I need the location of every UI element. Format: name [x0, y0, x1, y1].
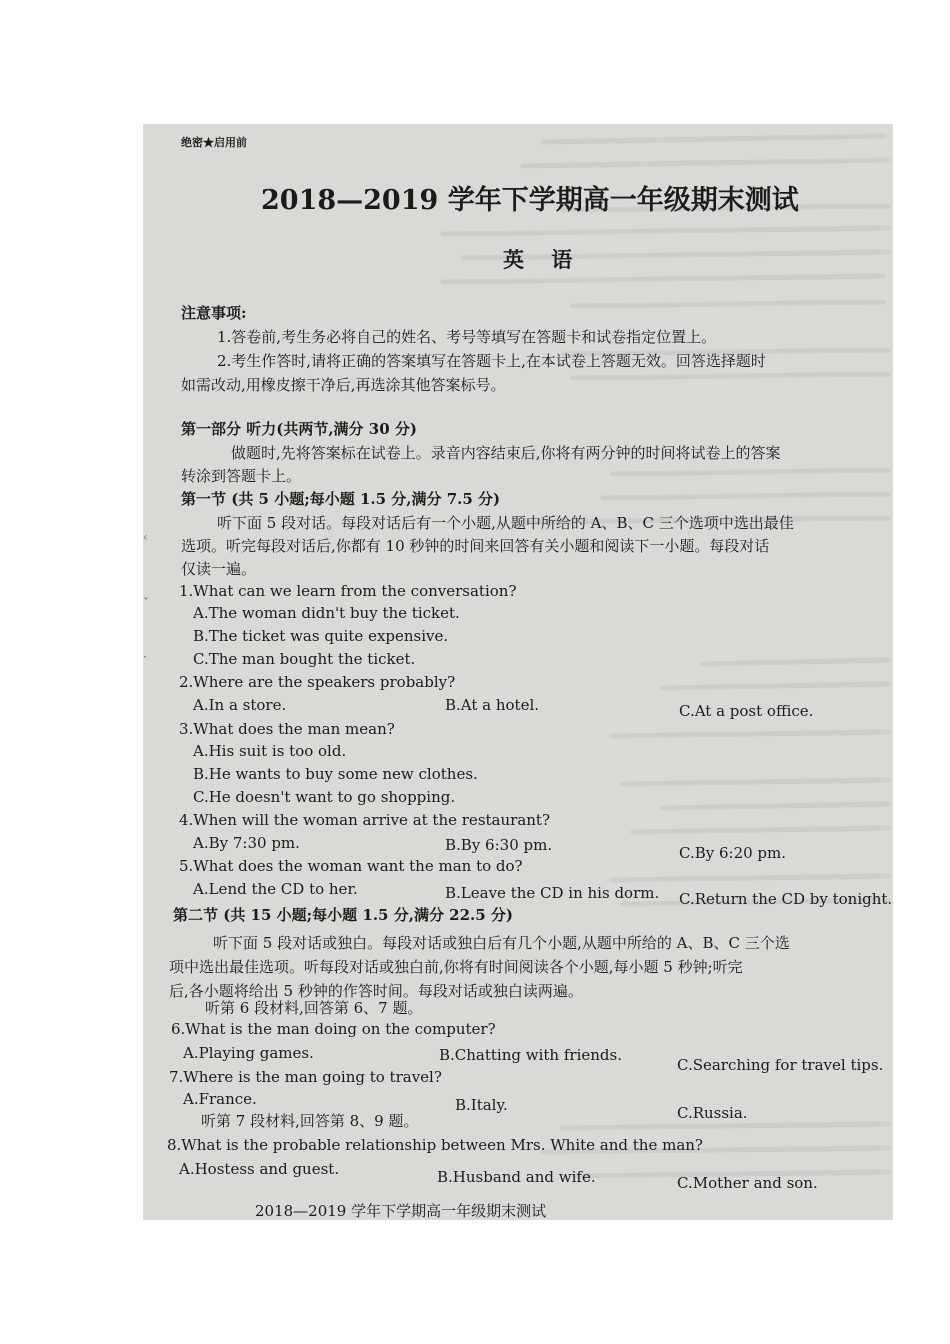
- section1-intro-line-1: 听下面 5 段对话。每段对话后有一个小题,从题中所给的 A、B、C 三个选项中选出最佳: [217, 514, 794, 532]
- question-1-option-b: B.The ticket was quite expensive.: [193, 627, 449, 645]
- question-8-stem: 8.What is the probable relationship between Mrs. White and the man?: [167, 1136, 703, 1154]
- question-7-option-c: C.Russia.: [677, 1104, 748, 1122]
- question-7-stem: 7.Where is the man going to travel?: [169, 1068, 442, 1086]
- question-6-stem: 6.What is the man doing on the computer?: [171, 1020, 496, 1038]
- page-footer: 2018—2019 学年下学期高一年级期末测试: [255, 1202, 547, 1220]
- section1-intro-line-2: 选项。听完每段对话后,你都有 10 秒钟的时间来回答有关小题和阅读下一小题。每段对话: [181, 537, 770, 555]
- section1-heading: 第一节 (共 5 小题;每小题 1.5 分,满分 7.5 分): [181, 490, 501, 508]
- binding-mark: ‹: [143, 530, 148, 544]
- question-3-option-a: A.His suit is too old.: [193, 742, 347, 760]
- material-6-instruction: 听第 6 段材料,回答第 6、7 题。: [205, 999, 423, 1017]
- notice-item-2-line-1: 2.考生作答时,请将正确的答案填写在答题卡上,在本试卷上答题无效。回答选择题时: [217, 352, 766, 370]
- question-7-option-b: B.Italy.: [455, 1096, 508, 1114]
- question-8-option-c: C.Mother and son.: [677, 1174, 818, 1192]
- question-4-option-a: A.By 7:30 pm.: [193, 834, 300, 852]
- part1-intro-line-1: 做题时,先将答案标在试卷上。录音内容结束后,你将有两分钟的时间将试卷上的答案: [231, 444, 781, 462]
- question-4-stem: 4.When will the woman arrive at the restaurant?: [179, 811, 550, 829]
- section2-heading: 第二节 (共 15 小题;每小题 1.5 分,满分 22.5 分): [173, 906, 514, 924]
- question-2-stem: 2.Where are the speakers probably?: [179, 673, 456, 691]
- question-8-option-b: B.Husband and wife.: [437, 1168, 596, 1186]
- question-3-option-c: C.He doesn't want to go shopping.: [193, 788, 456, 806]
- question-1-option-a: A.The woman didn't buy the ticket.: [193, 604, 460, 622]
- section2-intro-line-3: 后,各小题将给出 5 秒钟的作答时间。每段对话或独白读两遍。: [169, 982, 583, 1000]
- question-4-option-b: B.By 6:30 pm.: [445, 836, 553, 854]
- question-1-option-c: C.The man bought the ticket.: [193, 650, 416, 668]
- subject-title: 英 语: [503, 247, 583, 272]
- secret-label: 绝密★启用前: [181, 136, 247, 149]
- notice-heading: 注意事项:: [181, 304, 247, 322]
- notice-item-2-line-2: 如需改动,用橡皮擦干净后,再选涂其他答案标号。: [181, 376, 506, 394]
- question-4-option-c: C.By 6:20 pm.: [679, 844, 787, 862]
- question-5-option-b: B.Leave the CD in his dorm.: [445, 884, 660, 902]
- material-7-instruction: 听第 7 段材料,回答第 8、9 题。: [201, 1112, 419, 1130]
- question-6-option-c: C.Searching for travel tips.: [677, 1056, 884, 1074]
- question-5-stem: 5.What does the woman want the man to do?: [179, 857, 523, 875]
- binding-mark: ˇ: [143, 596, 149, 610]
- question-6-option-b: B.Chatting with friends.: [439, 1046, 622, 1064]
- question-7-option-a: A.France.: [183, 1090, 257, 1108]
- question-8-option-a: A.Hostess and guest.: [179, 1160, 340, 1178]
- section2-intro-line-2: 项中选出最佳选项。听每段对话或独白前,你将有时间阅读各个小题,每小题 5 秒钟;听完: [169, 958, 743, 976]
- question-5-option-c: C.Return the CD by tonight.: [679, 890, 893, 908]
- question-2-option-a: A.In a store.: [193, 696, 287, 714]
- section1-intro-line-3: 仅读一遍。: [181, 560, 257, 578]
- question-3-stem: 3.What does the man mean?: [179, 720, 395, 738]
- notice-item-1: 1.答卷前,考生务必将自己的姓名、考号等填写在答题卡和试卷指定位置上。: [217, 328, 717, 346]
- part1-heading: 第一部分 听力(共两节,满分 30 分): [181, 420, 417, 438]
- question-5-option-a: A.Lend the CD to her.: [193, 880, 358, 898]
- question-2-option-c: C.At a post office.: [679, 702, 814, 720]
- exam-paper: [143, 124, 893, 1220]
- binding-mark: ·: [143, 650, 147, 664]
- question-2-option-b: B.At a hotel.: [445, 696, 540, 714]
- question-3-option-b: B.He wants to buy some new clothes.: [193, 765, 478, 783]
- page-title: 2018—2019 学年下学期高一年级期末测试: [261, 185, 799, 216]
- section2-intro-line-1: 听下面 5 段对话或独白。每段对话或独白后有几个小题,从题中所给的 A、B、C 三个选: [213, 934, 790, 952]
- question-6-option-a: A.Playing games.: [183, 1044, 314, 1062]
- part1-intro-line-2: 转涂到答题卡上。: [181, 467, 302, 485]
- question-1-stem: 1.What can we learn from the conversation?: [179, 582, 517, 600]
